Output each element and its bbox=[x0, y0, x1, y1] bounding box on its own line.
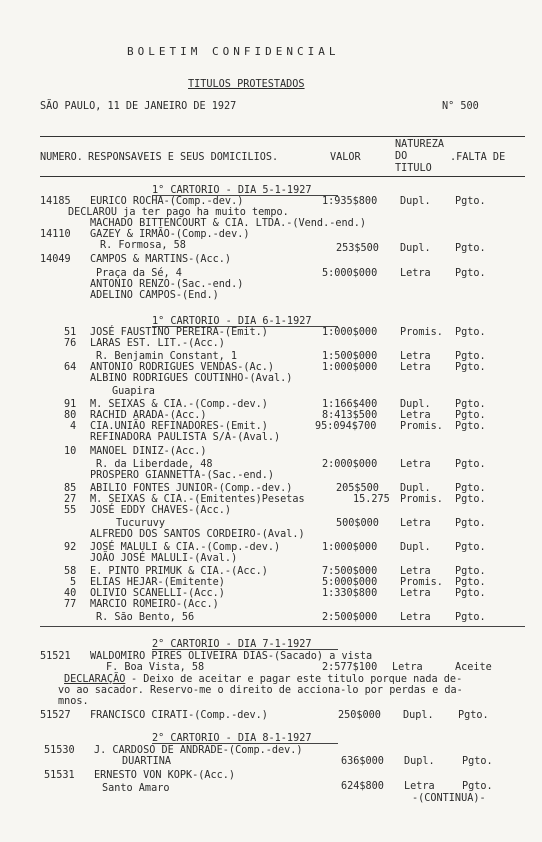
entry-value: 500$000 bbox=[336, 518, 379, 529]
entry-responsible: CAMPOS & MARTINS-(Acc.) bbox=[90, 254, 232, 265]
entry-party: ALFREDO DOS SANTOS CORDEIRO-(Aval.) bbox=[90, 529, 305, 540]
document-subtitle: TITULOS PROTESTADOS bbox=[188, 79, 305, 90]
entry-address: R. Benjamin Constant, 1 bbox=[96, 351, 238, 362]
entry-falta: Pgto. bbox=[455, 577, 486, 588]
entry-number: 76 bbox=[64, 338, 77, 349]
entry-responsible: ANTONIO RODRIGUES VENDAS-(Ac.) bbox=[90, 362, 275, 373]
entry-number: 40 bbox=[64, 588, 77, 599]
entry-responsible: GAZEY & IRMÃO-(Comp.-dev.) bbox=[90, 229, 250, 240]
header-rule-top bbox=[40, 136, 525, 137]
section-divider bbox=[40, 626, 525, 627]
entry-number: 51527 bbox=[40, 710, 71, 721]
entry-responsible: EURICO ROCHA-(Comp.-dev.) bbox=[90, 196, 244, 207]
entry-falta: Aceite bbox=[455, 662, 492, 673]
column-falta: .FALTA DE bbox=[450, 152, 506, 163]
entry-falta: Pgto. bbox=[462, 781, 493, 792]
column-numero: NUMERO. bbox=[40, 152, 83, 163]
entry-falta: Pgto. bbox=[458, 710, 489, 721]
entry-value: 1:000$000 bbox=[322, 362, 378, 373]
entry-falta: Pgto. bbox=[455, 566, 486, 577]
entry-party: JOÃO JOSÉ MALULI-(Aval.) bbox=[90, 553, 238, 564]
entry-responsible: E. PINTO PRIMUK & CIA.-(Acc.) bbox=[90, 566, 268, 577]
entry-responsible: ABILIO FONTES JUNIOR-(Comp.-dev.) bbox=[90, 483, 293, 494]
entry-address: Praça da Sé, 4 bbox=[96, 268, 182, 279]
entry-address: R. São Bento, 56 bbox=[96, 612, 195, 623]
entry-nature: Dupl. bbox=[400, 542, 431, 553]
entry-nature: Letra bbox=[400, 268, 431, 279]
entry-address: F. Boa Vista, 58 bbox=[106, 662, 205, 673]
entry-value: 1:000$000 bbox=[322, 327, 378, 338]
entry-falta: Pgto. bbox=[455, 399, 486, 410]
entry-number: 51531 bbox=[44, 770, 75, 781]
entry-responsible: RACHID ARADA-(Acc.) bbox=[90, 410, 207, 421]
entry-responsible: JOSÉ FAUSTINO PEREIRA-(Emit.) bbox=[90, 327, 268, 338]
entry-nature: Dupl. bbox=[400, 483, 431, 494]
entry-nature: Promis. bbox=[400, 421, 443, 432]
entry-responsible: MARCIO ROMEIRO-(Acc.) bbox=[90, 599, 219, 610]
entry-number: 55 bbox=[64, 505, 77, 516]
section-underline bbox=[152, 743, 338, 744]
entry-number: 4 bbox=[70, 421, 77, 432]
entry-number: 58 bbox=[64, 566, 77, 577]
header-rule-bottom bbox=[40, 176, 525, 177]
entry-number: 51 bbox=[64, 327, 77, 338]
entry-responsible: JOSÉ MALULI & CIA.-(Comp.-dev.) bbox=[90, 542, 281, 553]
entry-nature: Dupl. bbox=[404, 756, 435, 767]
entry-number: 27 bbox=[64, 494, 77, 505]
entry-responsible: JOSÉ EDDY CHAVES-(Acc.) bbox=[90, 505, 232, 516]
entry-falta: Pgto. bbox=[455, 421, 486, 432]
entry-party: MACHADO BITTENCOURT & CIA. LTDA.-(Vend.-end.) bbox=[90, 218, 367, 229]
entry-value: 95:094$700 bbox=[315, 421, 377, 432]
entry-falta: Pgto. bbox=[455, 351, 486, 362]
entry-nature: Promis. bbox=[400, 494, 443, 505]
entry-nature: Letra bbox=[400, 588, 431, 599]
entry-value: 1:935$800 bbox=[322, 196, 378, 207]
entry-falta: Pgto. bbox=[455, 483, 486, 494]
entry-nature: Letra bbox=[400, 612, 431, 623]
entry-value: 2:000$000 bbox=[322, 459, 378, 470]
entry-falta: Pgto. bbox=[455, 243, 486, 254]
document-title: BOLETIM CONFIDENCIAL bbox=[127, 45, 340, 58]
place-date: SÃO PAULO, 11 DE JANEIRO DE 1927 bbox=[40, 101, 237, 112]
entry-nature: Letra bbox=[400, 351, 431, 362]
entry-nature: Letra bbox=[404, 781, 435, 792]
entry-responsible: OLIVIO SCANELLI-(Acc.) bbox=[90, 588, 225, 599]
entry-value: 1:166$400 bbox=[322, 399, 378, 410]
entry-value: 1:330$800 bbox=[322, 588, 378, 599]
entry-nature: Promis. bbox=[400, 577, 443, 588]
entry-number: 92 bbox=[64, 542, 77, 553]
section-heading: 1° CARTORIO - DIA 5-1-1927 bbox=[152, 185, 312, 196]
entry-party: ADELINO CAMPOS-(End.) bbox=[90, 290, 219, 301]
entry-falta: Pgto. bbox=[455, 612, 486, 623]
entry-number: 14185 bbox=[40, 196, 71, 207]
declaration-text: DECLAROU ja ter pago ha muito tempo. bbox=[68, 207, 289, 218]
entry-number: 5 bbox=[70, 577, 77, 588]
entry-nature: Dupl. bbox=[400, 196, 431, 207]
continuation-mark: -(CONTINUA)- bbox=[412, 793, 486, 804]
entry-falta: Pgto. bbox=[455, 518, 486, 529]
entry-number: 10 bbox=[64, 446, 77, 457]
entry-falta: Pgto. bbox=[455, 459, 486, 470]
entry-nature: Dupl. bbox=[403, 710, 434, 721]
entry-nature: Letra bbox=[400, 459, 431, 470]
entry-value: 5:000$000 bbox=[322, 268, 378, 279]
entry-responsible: M. SEIXAS & CIA.-(Emitentes)Pesetas bbox=[90, 494, 305, 505]
entry-party: ALBINO RODRIGUES COUTINHO-(Aval.) bbox=[90, 373, 293, 384]
declaration-text: - Deixo de aceitar e pagar este titulo porque nada de- bbox=[131, 674, 463, 685]
entry-party: REFINADORA PAULISTA S/A-(Aval.) bbox=[90, 432, 281, 443]
entry-responsible: FRANCISCO CIRATI-(Comp.-dev.) bbox=[90, 710, 268, 721]
entry-responsible: M. SEIXAS & CIA.-(Comp.-dev.) bbox=[90, 399, 268, 410]
entry-nature: Letra bbox=[400, 410, 431, 421]
entry-address: Guapira bbox=[112, 386, 155, 397]
entry-falta: Pgto. bbox=[455, 494, 486, 505]
entry-nature: Letra bbox=[400, 566, 431, 577]
entry-nature: Promis. bbox=[400, 327, 443, 338]
entry-number: 85 bbox=[64, 483, 77, 494]
entry-responsible: CIA.UNIÃO REFINADORES-(Emit.) bbox=[90, 421, 268, 432]
entry-nature: Letra bbox=[392, 662, 423, 673]
entry-address: DUARTINA bbox=[122, 756, 172, 767]
entry-falta: Pgto. bbox=[455, 268, 486, 279]
entry-number: 51521 bbox=[40, 651, 71, 662]
section-heading: 2° CARTORIO - DIA 7-1-1927 bbox=[152, 639, 312, 650]
entry-address: R. da Liberdade, 48 bbox=[96, 459, 213, 470]
entry-falta: Pgto. bbox=[462, 756, 493, 767]
entry-address: Tucuruvy bbox=[116, 518, 166, 529]
declaration-text: vo ao sacador. Reservo-me o direito de acciona-lo por perdas e da- bbox=[58, 685, 463, 696]
section-underline bbox=[152, 649, 338, 650]
entry-responsible: ERNESTO VON KOPK-(Acc.) bbox=[94, 770, 236, 781]
entry-value: 1:500$000 bbox=[322, 351, 378, 362]
entry-party: ANTONIO RENZO-(Sac.-end.) bbox=[90, 279, 244, 290]
entry-value: 1:000$000 bbox=[322, 542, 378, 553]
entry-address: R. Formosa, 58 bbox=[100, 240, 186, 251]
entry-falta: Pgto. bbox=[455, 196, 486, 207]
column-responsaveis: RESPONSAVEIS E SEUS DOMICILIOS. bbox=[88, 152, 279, 163]
entry-falta: Pgto. bbox=[455, 542, 486, 553]
entry-nature: Dupl. bbox=[400, 243, 431, 254]
entry-party: PROSPERO GIANNETTA-(Sac.-end.) bbox=[90, 470, 275, 481]
entry-value: 2:577$100 bbox=[322, 662, 378, 673]
section-heading: 1° CARTORIO - DIA 6-1-1927 bbox=[152, 316, 312, 327]
entry-responsible: J. CARDOSO DE ANDRADE-(Comp.-dev.) bbox=[94, 745, 303, 756]
entry-responsible: LARAS EST. LIT.-(Acc.) bbox=[90, 338, 225, 349]
bulletin-number: N° 500 bbox=[442, 101, 479, 112]
entry-responsible: MANOEL DINIZ-(Acc.) bbox=[90, 446, 207, 457]
entry-responsible: WALDOMIRO PIRES OLIVEIRA DIAS-(Sacado) a vista bbox=[90, 651, 373, 662]
entry-nature: Letra bbox=[400, 518, 431, 529]
entry-number: 14110 bbox=[40, 229, 71, 240]
column-natureza: NATUREZA DO TITULO bbox=[395, 139, 445, 174]
entry-responsible: ELIAS HEJAR-(Emitente) bbox=[90, 577, 225, 588]
entry-value: 636$000 bbox=[341, 756, 384, 767]
declaration-label: DECLARAÇÃO bbox=[64, 674, 126, 685]
entry-number: 91 bbox=[64, 399, 77, 410]
entry-value: 5:000$000 bbox=[322, 577, 378, 588]
entry-number: 64 bbox=[64, 362, 77, 373]
entry-number: 51530 bbox=[44, 745, 75, 756]
entry-value: 253$500 bbox=[336, 243, 379, 254]
entry-value: 7:500$000 bbox=[322, 566, 378, 577]
section-heading: 2° CARTORIO - DIA 8-1-1927 bbox=[152, 733, 312, 744]
entry-value: 15.275 bbox=[353, 494, 390, 505]
entry-nature: Letra bbox=[400, 362, 431, 373]
entry-nature: Dupl. bbox=[400, 399, 431, 410]
entry-falta: Pgto. bbox=[455, 327, 486, 338]
declaration-text: mnos. bbox=[58, 696, 89, 707]
entry-number: 77 bbox=[64, 599, 77, 610]
entry-value: 205$500 bbox=[336, 483, 379, 494]
column-valor: VALOR bbox=[330, 152, 361, 163]
entry-number: 80 bbox=[64, 410, 77, 421]
entry-number: 14049 bbox=[40, 254, 71, 265]
entry-value: 8:413$500 bbox=[322, 410, 378, 421]
entry-value: 624$800 bbox=[341, 781, 384, 792]
entry-falta: Pgto. bbox=[455, 410, 486, 421]
entry-address: Santo Amaro bbox=[102, 783, 170, 794]
entry-value: 2:500$000 bbox=[322, 612, 378, 623]
entry-falta: Pgto. bbox=[455, 588, 486, 599]
entry-value: 250$000 bbox=[338, 710, 381, 721]
entry-falta: Pgto. bbox=[455, 362, 486, 373]
